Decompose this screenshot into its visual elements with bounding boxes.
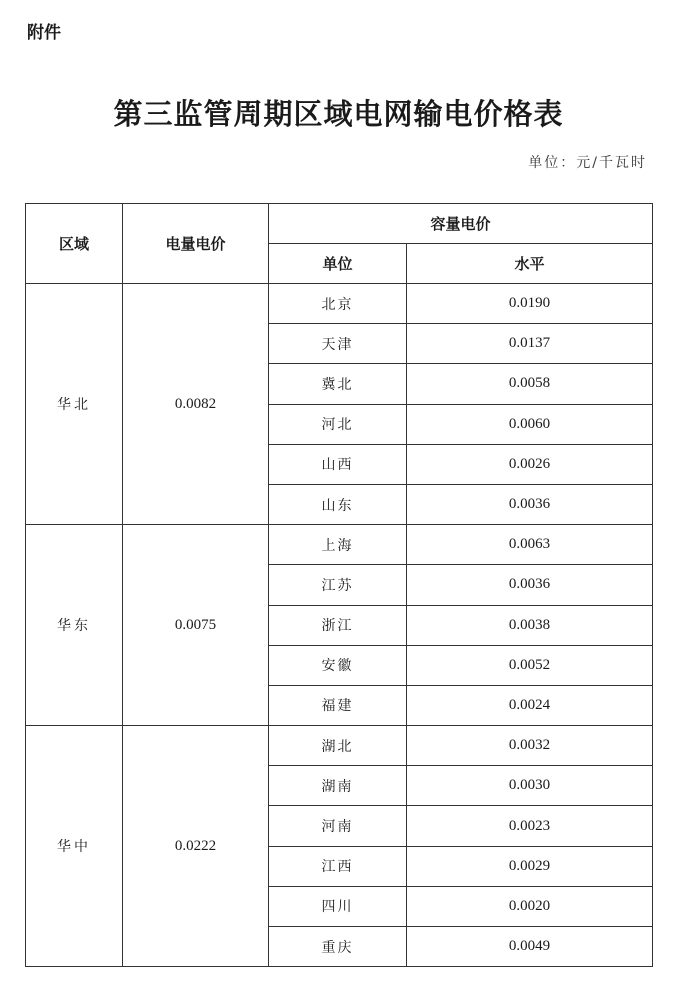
level-cell: 0.0036 [407, 565, 653, 605]
unit-cell: 河南 [269, 806, 407, 846]
unit-cell: 山西 [269, 444, 407, 484]
header-unit: 单位 [269, 244, 407, 284]
level-cell: 0.0052 [407, 645, 653, 685]
unit-cell: 重庆 [269, 927, 407, 967]
level-cell: 0.0020 [407, 886, 653, 926]
page-title: 第三监管周期区域电网输电价格表 [113, 97, 564, 131]
unit-cell: 河北 [269, 404, 407, 444]
header-region: 区域 [26, 204, 123, 284]
level-cell: 0.0063 [407, 525, 653, 565]
region-name: 华中 [26, 726, 123, 967]
table-row [26, 284, 653, 324]
level-cell: 0.0032 [407, 726, 653, 766]
header-capacity-price: 容量电价 [269, 204, 653, 244]
level-cell: 0.0190 [407, 284, 653, 324]
unit-cell: 江西 [269, 846, 407, 886]
unit-cell: 上海 [269, 525, 407, 565]
header-level: 水平 [407, 244, 653, 284]
unit-cell: 湖北 [269, 726, 407, 766]
unit-cell: 冀北 [269, 364, 407, 404]
level-cell: 0.0060 [407, 404, 653, 444]
level-cell: 0.0036 [407, 484, 653, 524]
unit-cell: 安徽 [269, 645, 407, 685]
level-cell: 0.0026 [407, 444, 653, 484]
level-cell: 0.0058 [407, 364, 653, 404]
unit-cell: 天津 [269, 324, 407, 364]
energy-price-value: 0.0082 [123, 284, 269, 525]
table-row [26, 525, 653, 565]
energy-price-value: 0.0075 [123, 525, 269, 726]
level-cell: 0.0049 [407, 927, 653, 967]
table-body [26, 284, 653, 967]
header-energy-price: 电量电价 [123, 204, 269, 284]
region-name: 华北 [26, 284, 123, 525]
unit-note: 单位：元/千瓦时 [528, 155, 647, 171]
unit-cell: 四川 [269, 886, 407, 926]
unit-cell: 福建 [269, 685, 407, 725]
table-row [26, 726, 653, 766]
level-cell: 0.0038 [407, 605, 653, 645]
level-cell: 0.0029 [407, 846, 653, 886]
level-cell: 0.0030 [407, 766, 653, 806]
unit-cell: 江苏 [269, 565, 407, 605]
unit-cell: 湖南 [269, 766, 407, 806]
unit-cell: 山东 [269, 484, 407, 524]
unit-cell: 北京 [269, 284, 407, 324]
energy-price-value: 0.0222 [123, 726, 269, 967]
price-table [25, 203, 653, 967]
region-name: 华东 [26, 525, 123, 726]
level-cell: 0.0023 [407, 806, 653, 846]
level-cell: 0.0024 [407, 685, 653, 725]
unit-cell: 浙江 [269, 605, 407, 645]
attachment-label: 附件 [27, 23, 61, 43]
level-cell: 0.0137 [407, 324, 653, 364]
